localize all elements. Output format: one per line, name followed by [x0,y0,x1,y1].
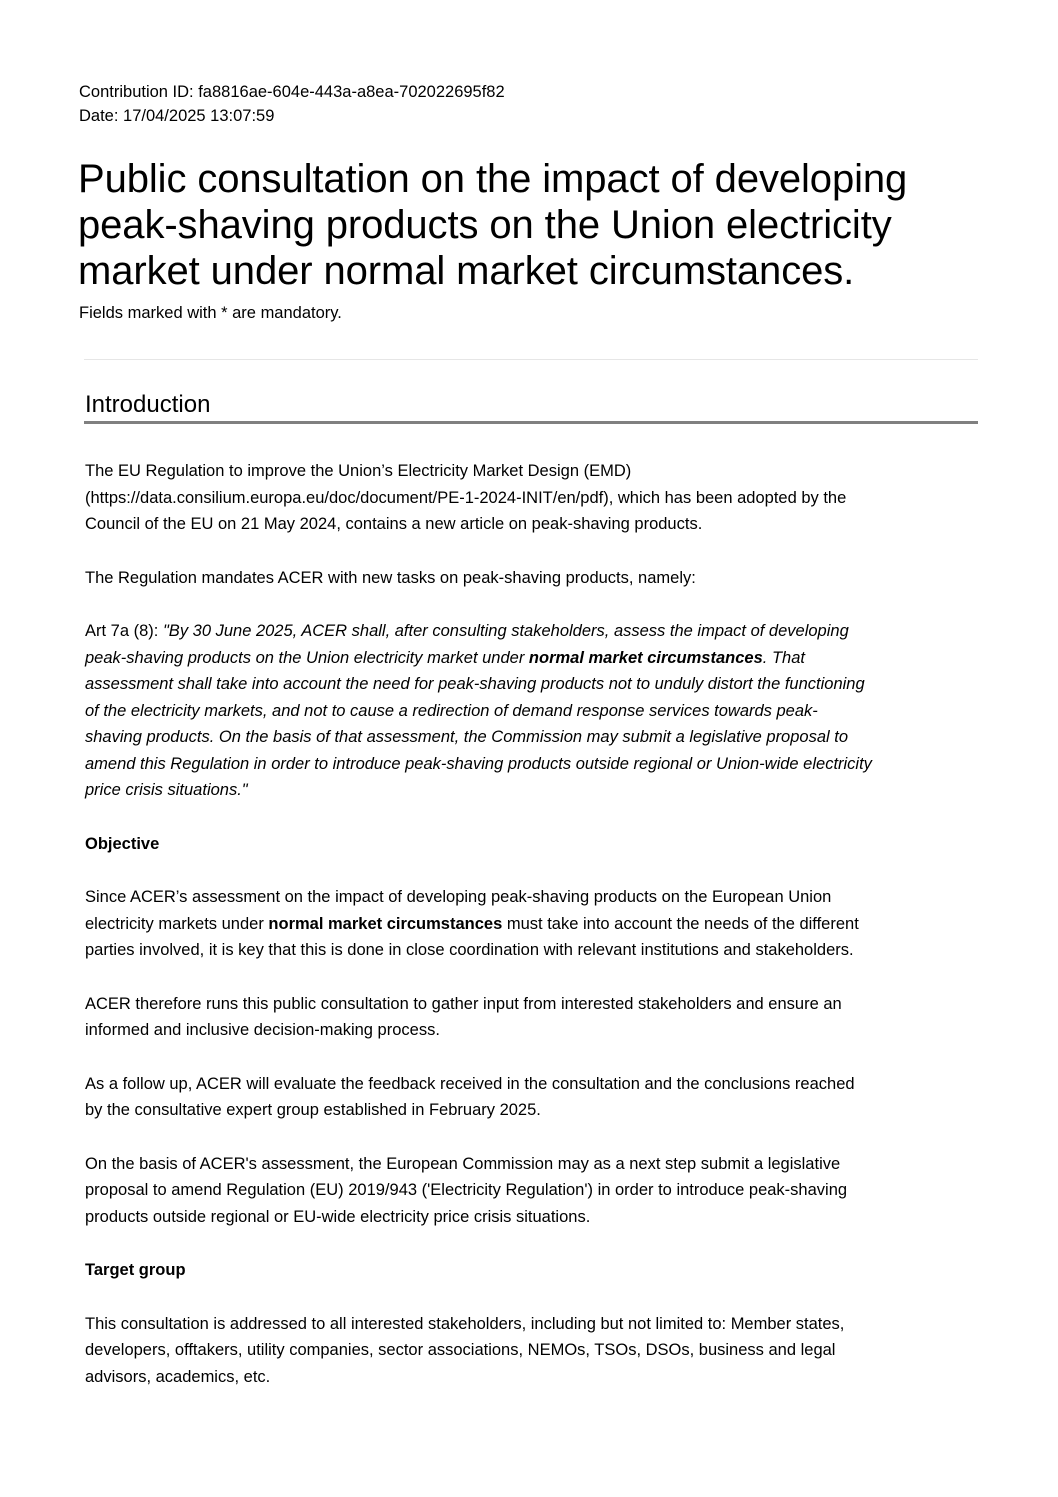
contribution-meta [79,80,505,128]
introduction-content [85,458,985,1417]
contribution-id: Contribution ID: fa8816ae-604e-443a-a8ea-702022695f82 [79,83,505,101]
contribution-date: Date: 17/04/2025 13:07:59 [79,107,275,125]
intro-paragraph: The EU Regulation to improve the Union’s Electricity Market Design (EMD) (https://data.consilium.europa.eu/doc/document/PE-1-2024-INIT/en/pdf), which has been adopted by the Council of the EU on 21 May 2024, contains a new article on peak-shaving products. [85,462,847,533]
objective-paragraph: Since ACER’s assessment on the impact of developing peak-shaving products on the European Union electricity markets under normal market circumstances must take into account the needs of the different parties involved, it is key that this is done in close coordination with relevant institutions and stakeholders. [85,888,859,959]
emphasis-normal-market-circumstances: normal market circumstances [528,648,763,667]
mandate-paragraph: The Regulation mandates ACER with new tasks on peak-shaving products, namely: [85,568,696,587]
mandatory-fields-note: Fields marked with * are mandatory. [79,304,342,322]
page-title [78,156,1038,294]
title-line: peak-shaving products on the Union electricity [78,203,892,247]
next-step-paragraph: On the basis of ACER's assessment, the European Commission may as a next step submit a legislative proposal to amend Regulation (EU) 2019/943 ('Electricity Regulation') in order to introduce peak-shaving products outside regional or EU-wide electricity price crisis situations. [85,1154,848,1226]
section-underline [84,421,978,424]
subheading-objective: Objective [85,834,160,853]
follow-up-paragraph: As a follow up, ACER will evaluate the feedback received in the consultation and the conclusions reached by the consultative expert group established in February 2025. [85,1074,855,1119]
target-group-paragraph: This consultation is addressed to all interested stakeholders, including but not limited to: Member states, developers, offtakers, utility companies, sector associations, NEMOs, TSOs, DSOs, business and legal advisors, academics, etc. [85,1314,845,1386]
article-quote-paragraph: Art 7a (8): "By 30 June 2025, ACER shall, after consulting stakeholders, assess the impact of developing peak-shaving products on the Union electricity market under normal market circumstances. That assessment shall take into account the need for peak-shaving products not to unduly distort the functioning of the electricity markets, and not to cause a redirection of demand response services towards peak- shaving products. On the basis of that assessment, the Commission may submit a legislative proposal to amend this Regulation in order to introduce peak-shaving products outside regional or Union-wide electricity price crisis situations." [85,622,872,799]
title-line: Public consultation on the impact of developing [78,157,908,201]
emphasis-normal-market-circumstances: normal market circumstances [268,914,503,933]
title-line: market under normal market circumstances. [78,249,855,293]
section-heading-introduction: Introduction [85,391,211,418]
divider [84,359,978,360]
subheading-target-group: Target group [85,1261,186,1279]
consultation-purpose-paragraph: ACER therefore runs this public consultation to gather input from interested stakeholders and ensure an informed and inclusive decision-making process. [85,994,842,1039]
article-reference: Art 7a (8): [85,622,163,640]
